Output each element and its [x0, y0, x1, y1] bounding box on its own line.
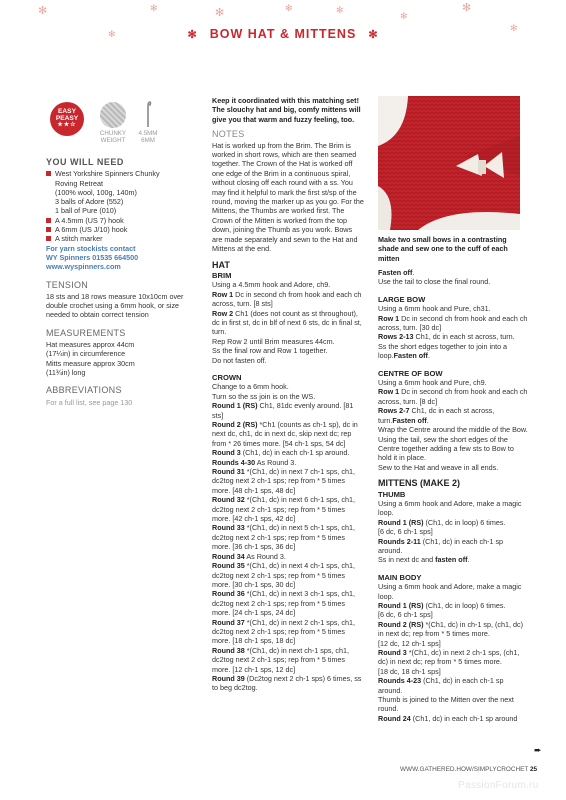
- page-header: [0, 0, 566, 62]
- list-item: A stitch marker: [46, 234, 204, 243]
- snowflake-icon: ✻: [400, 11, 408, 21]
- instruction-line: [378, 378, 528, 387]
- instruction-line: [378, 537, 528, 556]
- instruction-text: *(Ch1, dc) in next 6 ch-1 sps, ch1, dc2tog next 2 ch-1 sps; rep from * 5 times more. [42 ch-1 sps, 42 dc]: [212, 495, 356, 524]
- instruction-line: [378, 620, 528, 639]
- instruction-line: [212, 392, 364, 401]
- instruction-line: [212, 552, 364, 561]
- snowflake-icon: ✻: [336, 5, 344, 15]
- instruction-line: [212, 618, 364, 646]
- centre-bow-instructions: [378, 378, 528, 472]
- page-title: ✻ BOW HAT & MITTENS ✻: [0, 27, 566, 41]
- instruction-line: [378, 342, 528, 361]
- instruction-text: As Round 3.: [255, 457, 297, 467]
- measurement-line: (17¼in) in circumference: [46, 349, 126, 359]
- footer-url: WWW.GATHERED.HOW/SIMPLYCROCHET: [400, 766, 529, 773]
- instruction-line: [212, 420, 364, 448]
- bullet-icon: [46, 171, 51, 176]
- instruction-label: Fasten off: [378, 268, 413, 277]
- instruction-line: [378, 610, 528, 619]
- snowflake-icon: ✻: [187, 29, 198, 41]
- instruction-line: [378, 527, 528, 536]
- instruction-line: [378, 695, 528, 714]
- large-bow-instructions: [378, 304, 528, 360]
- instruction-text: *(Ch1, dc) in next 2 ch-1 sps, ch1, dc2tog next 2 ch-1 sps; rep from * 5 times more. [18 ch-1 sps, 18 dc]: [212, 617, 356, 646]
- instruction-text: (Ch1, dc) in each ch-1 sp around.: [240, 448, 350, 458]
- instruction-line: [378, 667, 528, 676]
- crown-heading: CROWN: [212, 372, 242, 382]
- instruction-text: .: [426, 415, 429, 425]
- instruction-text: .: [467, 555, 470, 565]
- yarn-line: 1 ball of Pure (010): [55, 206, 117, 216]
- instruction-line: [212, 280, 364, 289]
- difficulty-badge: EASY PEASY ★★☆: [50, 102, 84, 136]
- instruction-label: Round 38: [212, 645, 245, 655]
- instruction-text: (Dc2tog next 2 ch-1 sps) 6 times, ss to beg dc2tog.: [212, 673, 362, 693]
- mitten-image: [378, 96, 520, 230]
- instruction-label: Rounds 4-23: [378, 676, 422, 686]
- instruction-line: [378, 304, 528, 313]
- bullet-icon: [46, 218, 51, 223]
- notes-text: Hat is worked up from the Brim. The Brim is worked in short rows, which are then seamed together. The Crown of the Hat is worked off one edge of the Brim in a continuous spiral, without closing off each round with a ss. You may find it helpful to mark the first st/sp of the round, moving the marker up as you go. For the Mittens, the Thumbs are worked first. The Crown of the Mitten is worked from the top down, joining the Thumb as you work. Bows are made separately and sewn to the Hat and Mittens at the end.: [212, 140, 364, 254]
- instruction-label: Round 1 (RS): [212, 401, 258, 411]
- instruction-line: [378, 714, 528, 723]
- snowflake-icon: ✻: [285, 3, 293, 13]
- mitten-photo: [378, 96, 520, 230]
- yarn-line: (100% wool, 100g, 140m): [55, 187, 137, 197]
- instruction-text: Dc in second ch from hook and each ch across, turn. [8 sts]: [212, 289, 362, 309]
- instruction-line: [212, 495, 364, 523]
- list-item: A 4.5mm (US 7) hook: [46, 216, 204, 225]
- instruction-line: [378, 499, 528, 518]
- instruction-text: *Ch1 (counts as ch-1 sp), dc in next dc, ch1, dc in next dc, skip next dc; rep from * 26 times more. [54 ch-1 sps, 54 dc]: [212, 420, 358, 448]
- instruction-text: (Ch1, dc) in each ch-1 sp around: [410, 713, 518, 723]
- instruction-label: Round 36: [212, 589, 245, 599]
- instruction-line: [212, 448, 364, 457]
- instruction-text: Dc in second ch from hook and each ch across, turn. [30 dc]: [378, 313, 528, 333]
- tension-heading: TENSION: [46, 279, 89, 290]
- instruction-text: Wrap the Centre around the middle of the Bow. Using the tail, sew the short edges of the Centre together adding a few sts to Bow to hold it in place.: [378, 425, 528, 463]
- instruction-text: (Ch1, dc in loop) 6 times.: [423, 517, 506, 527]
- instruction-text: .: [427, 351, 430, 361]
- yarn-line: Roving Retreat: [55, 178, 103, 188]
- instruction-line: [212, 458, 364, 467]
- instruction-text: As Round 3.: [244, 551, 286, 561]
- instruction-line: [378, 387, 528, 406]
- instruction-line: [378, 314, 528, 333]
- thumb-instructions: [378, 499, 528, 565]
- instruction-text: Dc in second ch from hook and each ch across, turn. [8 dc]: [378, 387, 528, 406]
- you-will-need-heading: YOU WILL NEED: [46, 157, 124, 167]
- instruction-label: Round 2 (RS): [212, 420, 258, 429]
- instruction-label: Round 24: [378, 713, 411, 723]
- instruction-text: Using a 6mm hook and Adore, make a magic loop.: [378, 582, 522, 601]
- instruction-label: Round 1 (RS): [378, 601, 424, 610]
- instruction-line: [378, 332, 528, 341]
- snowflake-icon: ✻: [38, 5, 48, 17]
- instruction-text: Using a 6mm hook and Pure, ch9.: [378, 378, 487, 388]
- stockist-link[interactable]: www.wyspinners.com: [46, 262, 121, 272]
- instruction-line: [378, 406, 528, 425]
- instruction-label: Round 31: [212, 467, 245, 477]
- yarn-weight-label: CHUNKY WEIGHT: [99, 130, 127, 144]
- sidebar: [46, 96, 204, 407]
- centre-bow-heading: CENTRE OF BOW: [378, 368, 443, 378]
- yarn-ball-icon: [100, 102, 126, 128]
- instruction-label: Round 3: [212, 448, 241, 458]
- instruction-line: [378, 268, 528, 277]
- instruction-label: Round 2 (RS): [378, 619, 424, 629]
- instruction-text: Rep Row 2 until Brim measures 44cm.: [212, 336, 335, 346]
- instruction-line: [212, 523, 364, 551]
- instruction-line: [212, 290, 364, 309]
- instruction-label: Fasten off: [393, 351, 428, 361]
- instruction-text: .: [412, 268, 415, 277]
- crown-instructions: [212, 382, 364, 692]
- continue-arrow-icon: ➨: [534, 745, 542, 755]
- measurements-heading: MEASUREMENTS: [46, 327, 126, 338]
- snowflake-icon: ✻: [462, 2, 472, 14]
- instruction-text: [6 dc, 6 ch-1 sps]: [378, 610, 433, 620]
- instruction-text: Change to a 6mm hook.: [212, 382, 289, 392]
- instruction-label: Round 39: [212, 673, 245, 683]
- instruction-line: [378, 601, 528, 610]
- abbreviations-text: For a full list, see page 130: [46, 397, 133, 407]
- stockist-phone: WY Spinners 01535 664500: [46, 252, 139, 262]
- abbreviations-heading: ABBREVIATIONS: [46, 385, 122, 396]
- instruction-line: [212, 337, 364, 346]
- instruction-line: Use the tail to close the final round.: [378, 277, 491, 287]
- instruction-line: [378, 555, 528, 564]
- instruction-label: Round 37: [212, 617, 245, 627]
- instruction-line: [378, 648, 528, 667]
- instruction-text: *(Ch1, dc) in next 3 ch-1 sps, ch1, dc2tog next 2 ch-1 sps; rep from * 5 times more. [24 ch-1 sps, 24 dc]: [212, 589, 356, 618]
- instruction-label: Rounds 4-30: [212, 457, 256, 467]
- mittens-heading: MITTENS (MAKE 2): [378, 478, 460, 489]
- instruction-text: (Ch1, dc) in each ch-1 sp around.: [378, 536, 504, 555]
- instruction-label: Round 32: [212, 495, 245, 505]
- instruction-line: [212, 646, 364, 674]
- instruction-label: Round 3: [378, 648, 407, 658]
- instruction-line: [378, 582, 528, 601]
- middle-column: [212, 96, 364, 693]
- hat-finish-instructions: [378, 268, 528, 287]
- snowflake-icon: ✻: [510, 23, 518, 33]
- tension-text: 18 sts and 18 rows measure 10x10cm over double crochet using a 6mm hook, or size needed to obtain correct tension: [46, 291, 184, 320]
- instruction-text: Ss the short edges together to join into a loop.: [378, 341, 508, 361]
- thumb-heading: THUMB: [378, 489, 406, 499]
- instruction-line: [212, 674, 364, 693]
- yarn-line: 3 balls of Adore (552): [55, 197, 124, 207]
- instruction-label: fasten off: [435, 555, 468, 565]
- instruction-line: [378, 639, 528, 648]
- hat-heading: HAT: [212, 259, 230, 270]
- instruction-label: Rows 2-7: [378, 406, 410, 416]
- main-body-instructions: [378, 582, 528, 723]
- instruction-label: Round 1 (RS): [378, 517, 424, 527]
- instruction-line: [378, 676, 528, 695]
- instruction-line: [212, 589, 364, 617]
- instruction-text: Ch1, dc in each st across, turn.: [378, 406, 495, 425]
- photo-caption: Make two small bows in a contrasting shade and sew one to the cuff of each mitten: [378, 235, 508, 263]
- stockist-text: For yarn stockists contact: [46, 243, 136, 253]
- brim-instructions: [212, 280, 364, 365]
- instruction-text: *(Ch1, dc) in next ch-1 sps, ch1, dc2tog next 2 ch-1 sps; rep from * 5 times more. [12 ch-1 sps, 12 dc]: [212, 645, 350, 674]
- instruction-line: [212, 401, 364, 420]
- large-bow-heading: LARGE BOW: [378, 294, 426, 304]
- measurement-line: Mitts measure approx 30cm: [46, 358, 135, 368]
- watermark: PassionForum.ru: [458, 780, 539, 791]
- instruction-text: *(Ch1, dc) in next 2 ch-1 sps, (ch1, dc) in next dc; rep from * 5 times more.: [378, 648, 520, 667]
- badges: [46, 96, 204, 148]
- instruction-label: Round 33: [212, 523, 245, 533]
- measurement-line: (11¾in) long: [46, 367, 86, 377]
- instruction-text: Ss the final row and Row 1 together.: [212, 346, 328, 356]
- instruction-text: (Ch1, dc) in each ch-1 sp around.: [378, 676, 504, 695]
- crochet-hook-icon: [144, 100, 152, 128]
- instruction-text: Do not fasten off.: [212, 355, 267, 365]
- instruction-text: Sew to the Hat and weave in all ends.: [378, 462, 499, 472]
- snowflake-icon: ✻: [215, 7, 225, 19]
- instruction-text: *(Ch1, dc) in next 5 ch-1 sps, ch1, dc2tog next 2 ch-1 sps; rep from * 5 times more. [36 ch-1 sps, 36 dc]: [212, 523, 356, 552]
- instruction-line: [212, 467, 364, 495]
- instruction-text: Using a 6mm hook and Adore, make a magic loop.: [378, 498, 522, 518]
- instruction-text: Ch1 (does not count as st throughout), dc in first st, dc in blf of next 6 sts, dc in final st, turn.: [212, 308, 362, 337]
- instruction-label: Round 34: [212, 551, 245, 561]
- instruction-line: [378, 425, 528, 463]
- instruction-text: *(Ch1, dc) in ch-1 sp, (ch1, dc) in next dc; rep from * 5 times more.: [378, 619, 523, 639]
- right-column: [378, 268, 528, 723]
- instruction-text: Thumb is joined to the Mitten over the next round.: [378, 695, 514, 714]
- instruction-line: [378, 463, 528, 472]
- intro-text: Keep it coordinated with this matching set! The slouchy hat and big, comfy mittens will give you that warm and fuzzy feeling, too.: [212, 96, 361, 124]
- instruction-text: Using a 6mm hook and Pure, ch31.: [378, 304, 491, 314]
- instruction-text: Ch1, dc in each st across, turn.: [413, 332, 515, 342]
- instruction-label: Row 1: [378, 313, 400, 323]
- snowflake-icon: ✻: [108, 29, 116, 39]
- instruction-line: [212, 561, 364, 589]
- main-body-heading: MAIN BODY: [378, 572, 422, 582]
- instruction-label: Row 1: [212, 289, 234, 299]
- instruction-label: Rows 2-13: [378, 332, 414, 342]
- list-item: West Yorkshire Spinners Chunky: [46, 169, 204, 178]
- instruction-line: [212, 309, 364, 337]
- list-item: A 6mm (US J/10) hook: [46, 225, 204, 234]
- instruction-text: Ch1, 81dc evenly around. [81 sts]: [212, 401, 354, 420]
- snowflake-icon: ✻: [150, 3, 158, 13]
- instruction-label: Fasten off: [392, 415, 427, 425]
- star-rating: ★★☆: [57, 122, 77, 128]
- instruction-label: Rounds 2-11: [378, 536, 421, 546]
- instruction-text: [12 dc, 12 ch-1 sps]: [378, 638, 441, 648]
- bullet-icon: [46, 227, 51, 232]
- instruction-line: [212, 382, 364, 391]
- bullet-icon: [46, 236, 51, 241]
- instruction-line: [212, 356, 364, 365]
- instruction-text: *(Ch1, dc) in next 4 ch-1 sps, ch1, dc2tog next 2 ch-1 sps; rep from * 5 times more. [30 ch-1 sps, 30 dc]: [212, 561, 356, 589]
- measurement-line: Hat measures approx 44cm: [46, 340, 135, 350]
- instruction-label: Round 35: [212, 561, 245, 571]
- instruction-text: *(Ch1, dc) in next 7 ch-1 sps, ch1, dc2tog next 2 ch-1 sps; rep from * 5 times more. [48 ch-1 sps, 48 dc]: [212, 467, 356, 495]
- instruction-label: Row 1: [378, 387, 400, 397]
- instruction-label: Row 2: [212, 308, 234, 318]
- instruction-text: Turn so the ss join is on the WS.: [212, 391, 316, 401]
- brim-heading: BRIM: [212, 270, 232, 280]
- instruction-text: (Ch1, dc in loop) 6 times.: [423, 601, 506, 610]
- notes-heading: NOTES: [212, 129, 245, 140]
- instruction-text: [6 dc, 6 ch-1 sps]: [378, 527, 433, 537]
- page-footer: [400, 766, 537, 773]
- instruction-text: [18 dc, 18 ch-1 sps]: [378, 666, 441, 676]
- snowflake-icon: ✻: [368, 29, 379, 41]
- instruction-line: [212, 346, 364, 355]
- instruction-text: Using a 4.5mm hook and Adore, ch9.: [212, 280, 331, 290]
- hook-size-label: 4.5MM 6MM: [138, 130, 158, 144]
- instruction-line: [378, 518, 528, 527]
- instruction-text: Ss in next dc and: [378, 555, 436, 565]
- page-number: 25: [529, 766, 538, 773]
